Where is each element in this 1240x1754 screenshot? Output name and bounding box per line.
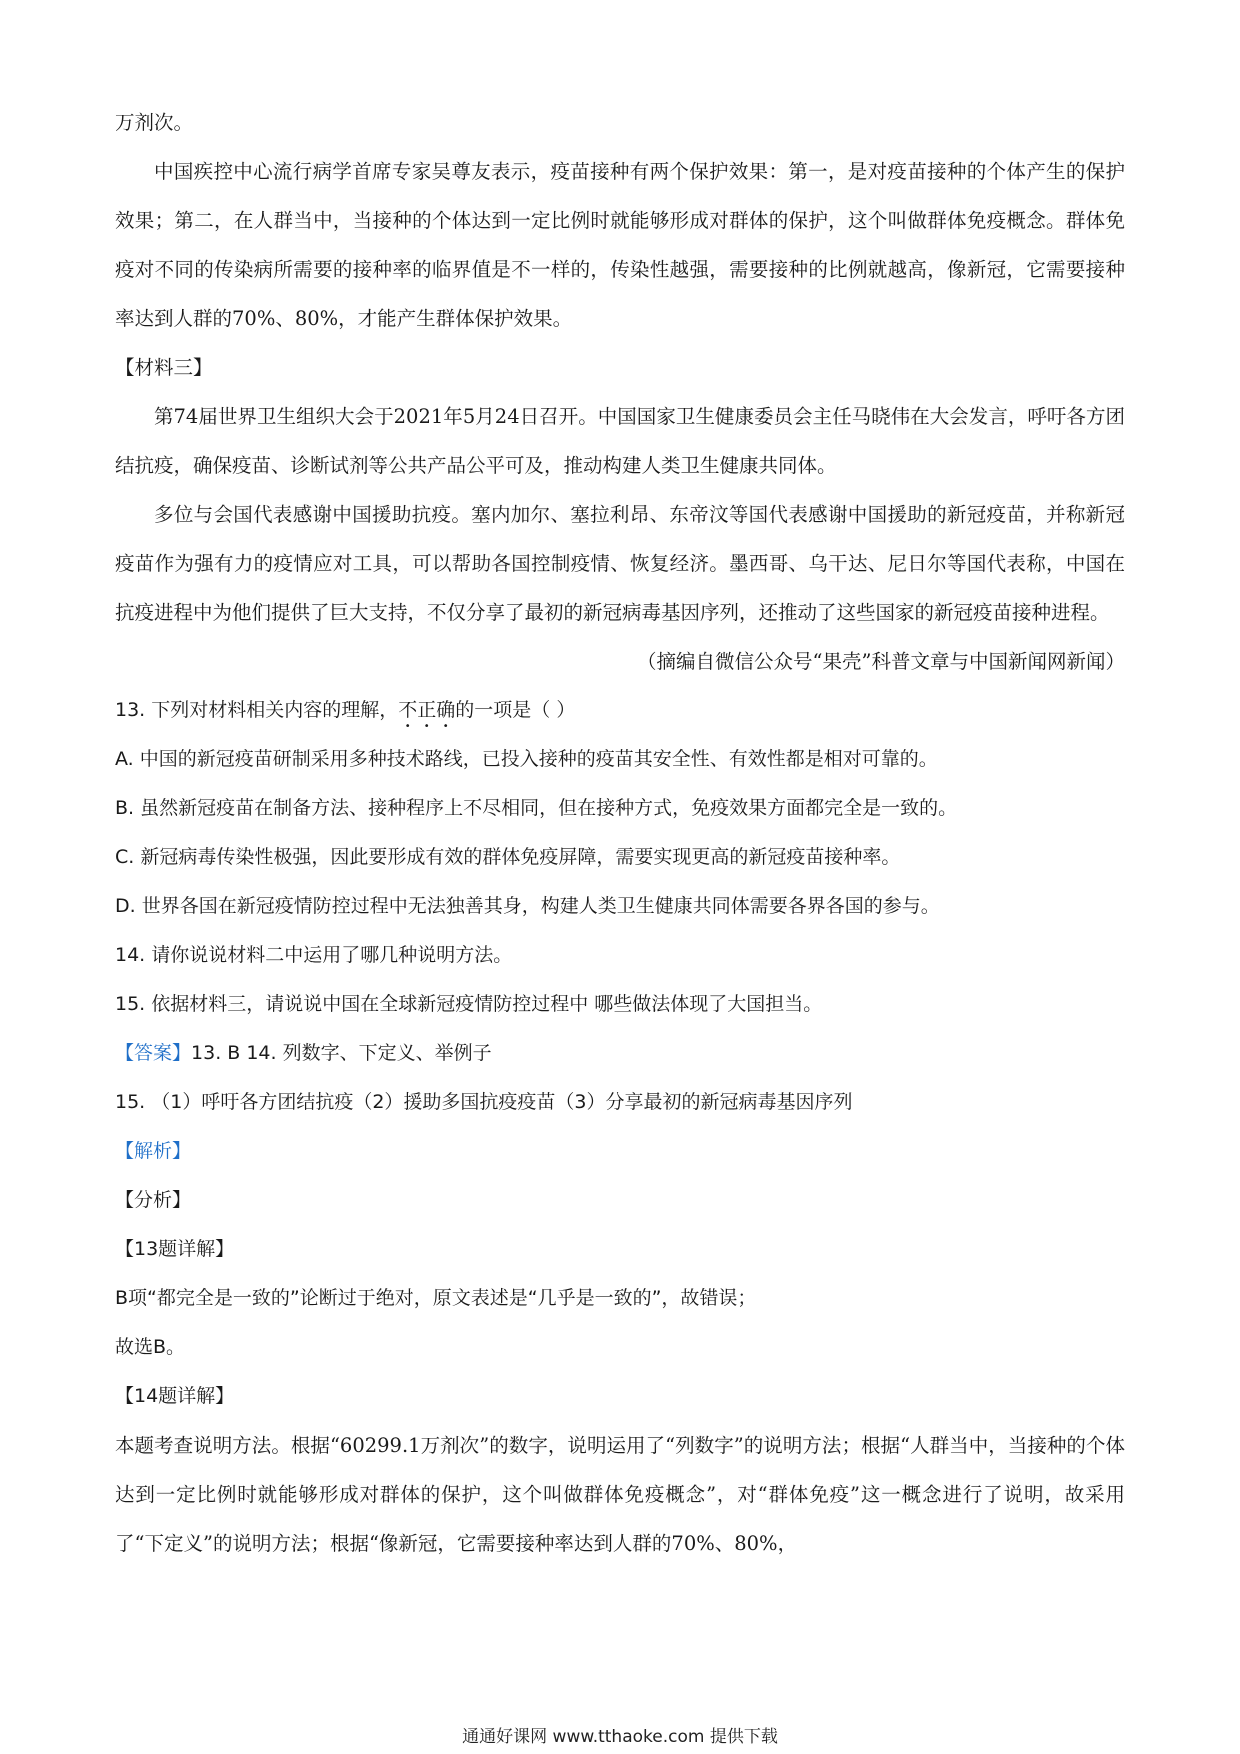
q14-detail-heading: 【14题详解】 [115, 1385, 235, 1407]
analysis-tag: 【解析】 [115, 1140, 192, 1162]
question-15: 15. 依据材料三，请说说中国在全球新冠疫情防控过程中 哪些做法体现了大国担当。 [115, 993, 823, 1015]
option-c: C. 新冠病毒传染性极强，因此要形成有效的群体免疫屏障，需要实现更高的新冠疫苗接种率。 [115, 846, 901, 868]
material2-paragraph: 中国疾控中心流行病学首席专家吴尊友表示，疫苗接种有两个保护效果：第一，是对疫苗接种的个体产生的保护效果；第二，在人群当中，当接种的个体达到一定比例时就能够形成对群体的保护，这个叫做群体免疫概念。群体免疫对不同的传染病所需要的接种率的临界值是不一样的，传染性越强，需要接种的比例就越高，像新冠，它需要接种率达到人群的70%、80%，才能产生群体保护效果。 [115, 160, 1125, 330]
option-a: A. 中国的新冠疫苗研制采用多种技术路线，已投入接种的疫苗其安全性、有效性都是相对可靠的。 [115, 748, 938, 770]
question-13-suffix: 的一项是（ ） [455, 699, 576, 721]
answer-tag: 【答案】 [115, 1042, 192, 1064]
option-b: B. 虽然新冠疫苗在制备方法、接种程序上不尽相同，但在接种方式，免疫效果方面都完全是一致的。 [115, 797, 958, 819]
answer-text: 13. B 14. 列数字、下定义、举例子 [191, 1042, 492, 1064]
question-14: 14. 请你说说材料二中运用了哪几种说明方法。 [115, 944, 513, 966]
document-content [115, 98, 1125, 1568]
answer-line [115, 1029, 1125, 1078]
material3-heading: 【材料三】 [115, 356, 213, 379]
material3-paragraph-2: 多位与会国代表感谢中国援助抗疫。塞内加尔、塞拉利昂、东帝汶等国代表感谢中国援助的新冠疫苗，并称新冠疫苗作为强有力的疫情应对工具，可以帮助各国控制疫情、恢复经济。墨西哥、乌干达、尼日尔等国代表称，中国在抗疫进程中为他们提供了巨大支持，不仅分享了最初的新冠病毒基因序列，还推动了这些国家的新冠疫苗接种进程。 [115, 503, 1125, 624]
material3-paragraph-1: 第74届世界卫生组织大会于2021年5月24日召开。中国国家卫生健康委员会主任马晓伟在大会发言，呼吁各方团结抗疫，确保疫苗、诊断试剂等公共产品公平可及，推动构建人类卫生健康共同体。 [115, 405, 1125, 477]
source-citation: （摘编自微信公众号“果壳”科普文章与中国新闻网新闻） [637, 650, 1125, 673]
question-13-prefix: 13. 下列对材料相关内容的理解， [115, 699, 399, 721]
option-d: D. 世界各国在新冠疫情防控过程中无法独善其身，构建人类卫生健康共同体需要各界各国的参与。 [115, 895, 940, 917]
answer-15: 15. （1）呼吁各方团结抗疫（2）援助多国抗疫疫苗（3）分享最初的新冠病毒基因序列 [115, 1091, 853, 1113]
continued-text: 万剂次。 [115, 111, 194, 134]
q13-explanation: B项“都完全是一致的”论断过于绝对，原文表述是“几乎是一致的”，故错误； [115, 1287, 757, 1309]
q14-explanation: 本题考查说明方法。根据“60299.1万剂次”的数字，说明运用了“列数字”的说明方法；根据“人群当中，当接种的个体达到一定比例时就能够形成对群体的保护，这个叫做群体免疫概念”，对“群体免疫”这一概念进行了说明，故采用了“下定义”的说明方法；根据“像新冠，它需要接种率达到人群的70%、80%， [115, 1434, 1125, 1555]
fenxi-heading: 【分析】 [115, 1189, 192, 1211]
page-footer: 通通好课网 www.tthaoke.com 提供下载 [462, 1727, 778, 1747]
q13-detail-heading: 【13题详解】 [115, 1238, 235, 1260]
question-13 [115, 686, 1125, 735]
q13-choice: 故选B。 [115, 1336, 186, 1358]
question-13-emphasis: 不正确 [398, 699, 456, 721]
